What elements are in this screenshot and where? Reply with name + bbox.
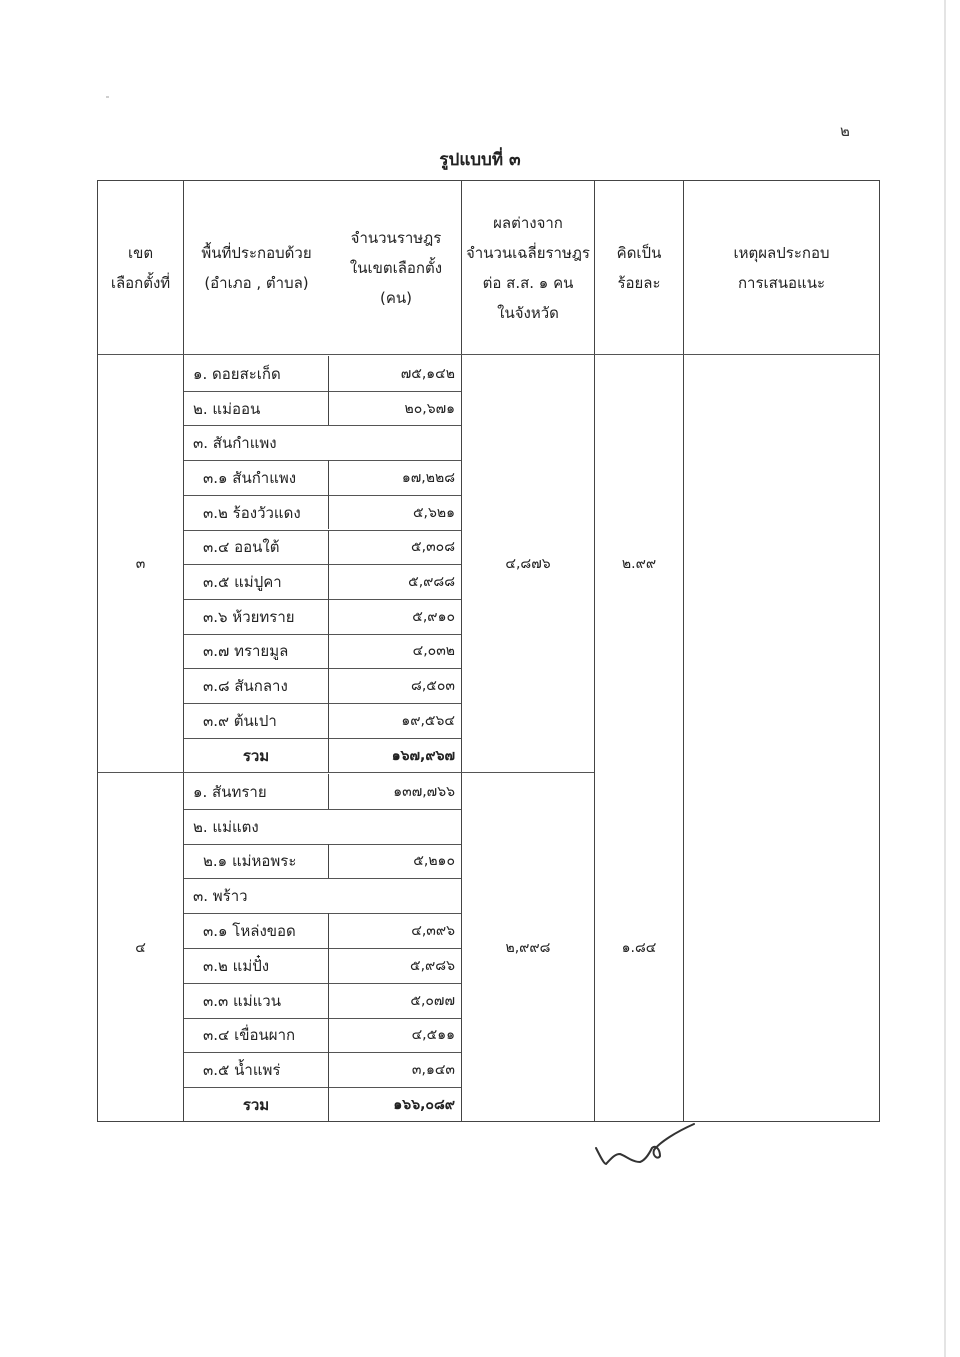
area-name: ๓. สันกำแพง xyxy=(193,434,277,453)
district-number: ๔ xyxy=(135,940,146,956)
area-name: ๑. ดอยสะเก็ด xyxy=(193,364,281,383)
header-percent: คิดเป็น ร้อยละ xyxy=(616,244,662,292)
scan-speck xyxy=(106,96,109,98)
header-area: พื้นที่ประกอบด้วย (อำเภอ , ตำบล) xyxy=(201,244,312,292)
population-value: ๔,๕๑๑ xyxy=(411,1027,455,1044)
area-name: ๓.๑ สันกำแพง xyxy=(203,468,297,487)
cell-divider xyxy=(328,738,329,773)
population-value: ๑๙,๕๖๔ xyxy=(401,712,455,729)
area-name: ๓.๕ น้ำแพร่ xyxy=(203,1061,281,1080)
area-name: ๓.๙ ต้นเปา xyxy=(203,711,277,730)
population-value: ๕,๐๗๗ xyxy=(410,992,455,1009)
population-value: ๑๓๗,๗๖๖ xyxy=(393,783,455,800)
population-value: ๗๕,๑๔๒ xyxy=(400,365,455,382)
header-divider xyxy=(98,354,879,355)
district-difference: ๔,๘๗๖ xyxy=(505,556,551,572)
area-name: ๓.๒ ร้องวัวแดง xyxy=(203,503,301,522)
area-name: ๓.๒ แม่ปั๋ง xyxy=(203,956,270,975)
population-value: ๕,๙๘๖ xyxy=(410,957,455,974)
total-label: รวม xyxy=(242,1096,270,1115)
header-reason: เหตุผลประกอบ การเสนอแนะ xyxy=(733,244,830,292)
area-name: ๓. พร้าว xyxy=(193,887,248,906)
population-value: ๘,๕๐๓ xyxy=(411,678,455,695)
cell-divider xyxy=(328,634,329,669)
district-percent: ๑.๘๔ xyxy=(621,940,657,956)
area-name: ๓.๓ แม่แวน xyxy=(203,991,281,1010)
area-name: ๑. สันทราย xyxy=(193,782,267,801)
cell-divider xyxy=(328,913,329,948)
district-number: ๓ xyxy=(135,556,146,572)
population-value: ๕,๙๘๘ xyxy=(408,574,455,591)
page-edge-line xyxy=(944,0,946,1357)
population-value: ๓,๑๔๓ xyxy=(411,1062,455,1079)
population-value: ๔,๐๓๒ xyxy=(412,643,455,660)
district-divider xyxy=(98,772,594,773)
population-value: ๔,๓๙๖ xyxy=(411,923,455,940)
area-name: ๒. แม่แตง xyxy=(193,817,259,836)
header-district: เขต เลือกตั้งที่ xyxy=(110,244,171,292)
cell-divider xyxy=(328,564,329,599)
population-value: ๕,๖๒๑ xyxy=(412,504,455,521)
cell-divider xyxy=(328,1018,329,1053)
area-name: ๓.๗ ทรายมูล xyxy=(203,642,289,661)
cell-divider xyxy=(328,391,329,426)
area-name: ๓.๑ โหล่งขอด xyxy=(203,922,296,941)
cell-divider xyxy=(328,844,329,879)
area-name: ๓.๔ เขื่อนผาก xyxy=(203,1026,296,1045)
population-value: ๕,๓๐๘ xyxy=(411,539,455,556)
area-name: ๓.๔ ออนใต้ xyxy=(203,538,280,557)
cell-divider xyxy=(328,774,329,809)
cell-divider xyxy=(328,495,329,530)
cell-divider xyxy=(328,703,329,738)
area-name: ๓.๖ ห้วยทราย xyxy=(203,607,295,626)
area-name: ๓.๘ สันกลาง xyxy=(203,677,288,696)
page-number: ๒ xyxy=(840,122,850,140)
document-title: รูปแบบที่ ๓ xyxy=(439,150,521,170)
district-difference: ๒,๙๙๘ xyxy=(505,940,551,956)
cell-divider xyxy=(328,948,329,983)
cell-divider xyxy=(328,356,329,391)
cell-divider xyxy=(328,668,329,703)
total-label: รวม xyxy=(242,746,270,765)
area-name: ๒.๑ แม่หอพระ xyxy=(203,852,297,871)
cell-divider xyxy=(328,1052,329,1087)
signature xyxy=(590,1120,700,1180)
population-value: ๕,๒๑๐ xyxy=(413,853,455,870)
total-population: ๑๖๗,๙๖๗ xyxy=(391,747,455,764)
population-value: ๕,๙๑๐ xyxy=(412,608,455,625)
total-population: ๑๖๖,๐๘๙ xyxy=(393,1097,455,1114)
population-value: ๑๗,๒๒๘ xyxy=(401,469,455,486)
header-difference: ผลต่างจาก จำนวนเฉลี่ยราษฎร ต่อ ส.ส. ๑ คน ในจังหวัด xyxy=(466,214,590,322)
cell-divider xyxy=(328,460,329,495)
cell-divider xyxy=(328,983,329,1018)
area-name: ๒. แม่ออน xyxy=(193,399,261,418)
area-name: ๓.๕ แม่ปูคา xyxy=(203,573,282,592)
cell-divider xyxy=(328,530,329,565)
cell-divider xyxy=(328,599,329,634)
district-percent: ๒.๙๙ xyxy=(621,556,657,572)
population-value: ๒๐,๖๗๑ xyxy=(404,400,455,417)
cell-divider xyxy=(328,1087,329,1122)
header-population: จำนวนราษฎร ในเขตเลือกตั้ง (คน) xyxy=(349,229,443,307)
